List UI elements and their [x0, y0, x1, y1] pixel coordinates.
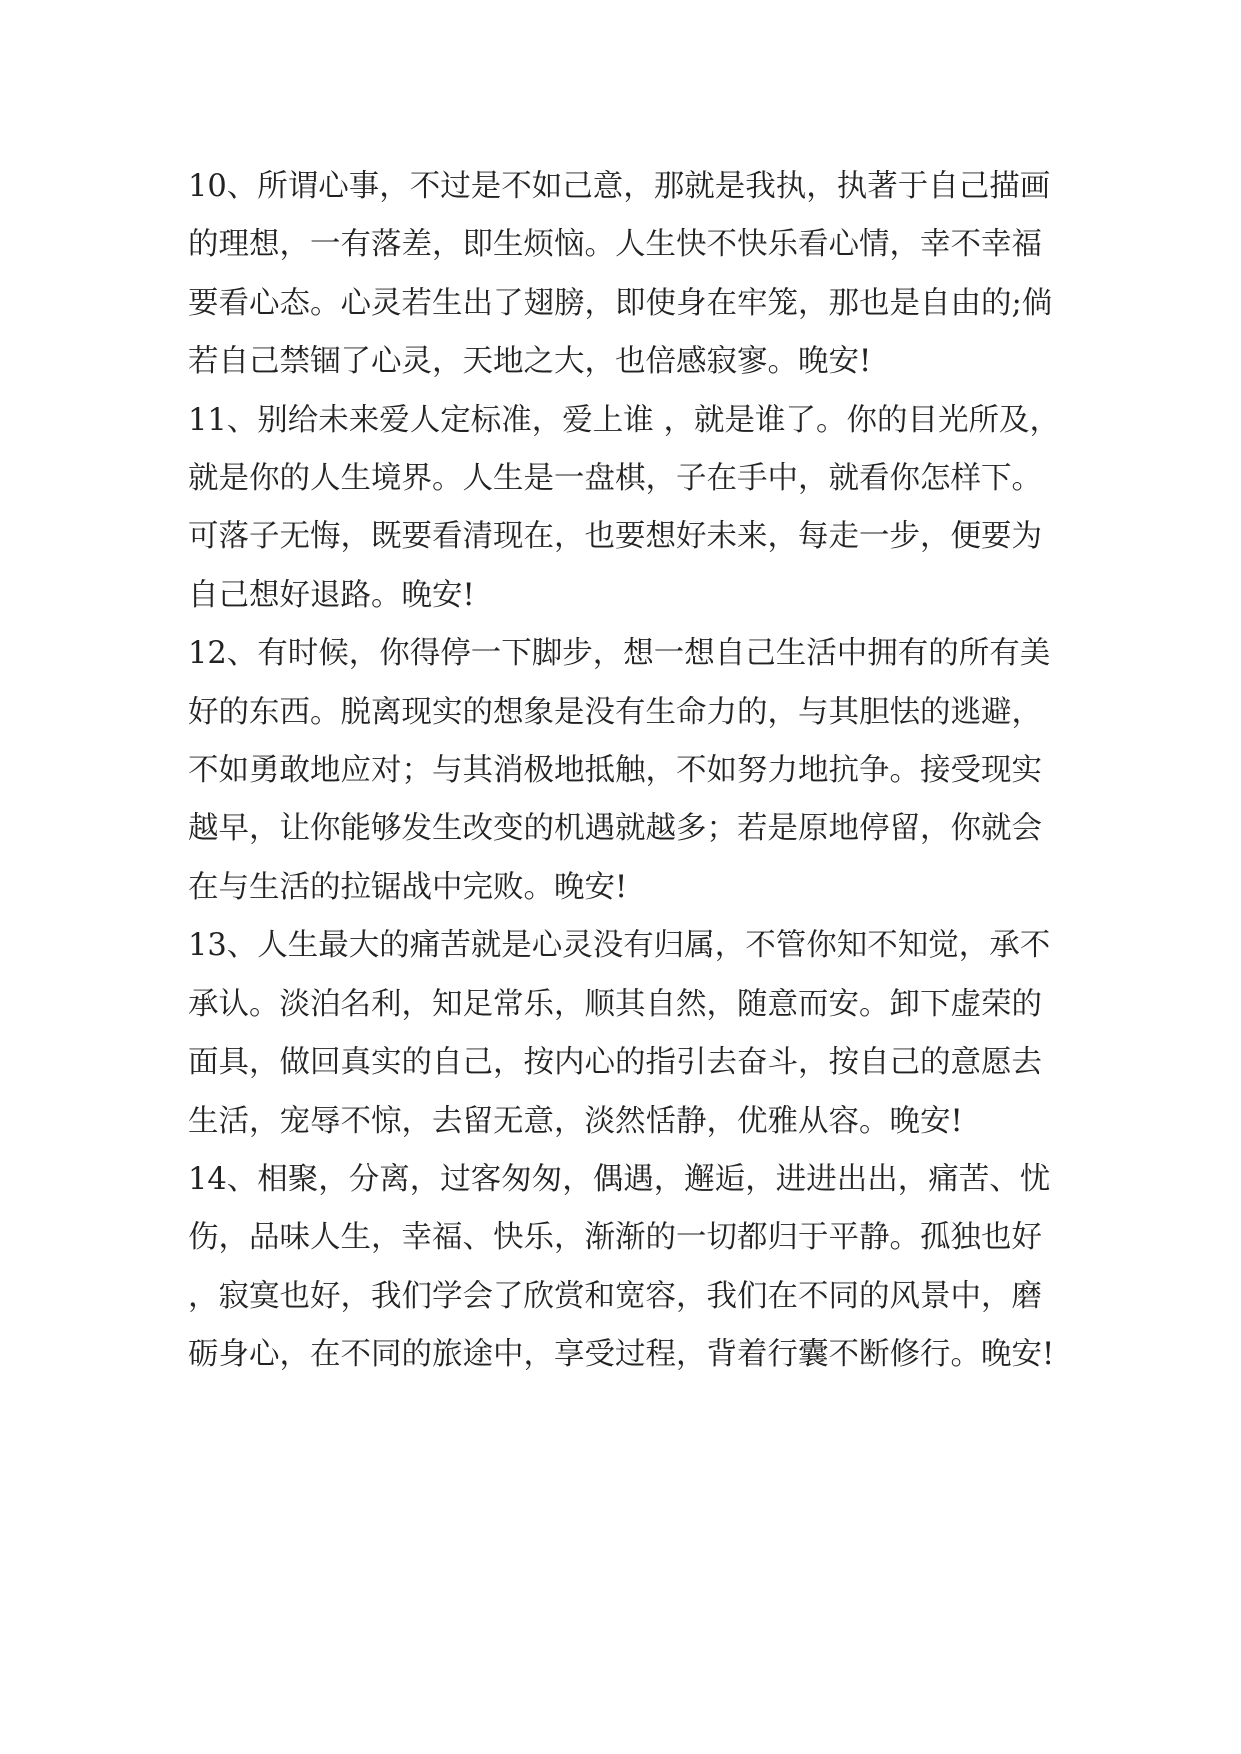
document-body	[188, 158, 1068, 1385]
entry-12: 12、有时候，你得停一下脚步，想一想自己生活中拥有的所有美好的东西。脱离现实的想象是没有生命力的，与其胆怯的逃避，不如勇敢地应对；与其消极地抵触，不如努力地抗争。接受现实越早，让你能够发生改变的机遇就越多；若是原地停留，你就会在与生活的拉锯战中完败。晚安!	[188, 636, 1051, 905]
entry-14: 14、相聚，分离，过客匆匆，偶遇，邂逅，进进出出，痛苦、忧伤，品味人生，幸福、快乐，渐渐的一切都归于平静。孤独也好，寂寞也好，我们学会了欣赏和宽容，我们在不同的风景中，磨砺身心，在不同的旅途中，享受过程，背着行囊不断修行。晚安!	[188, 1161, 1055, 1373]
entry-10: 10、所谓心事，不过是不如己意，那就是我执，执著于自己描画的理想，一有落差，即生烦恼。人生快不快乐看心情，幸不幸福要看心态。心灵若生出了翅膀，即使身在牢笼，那也是自由的;倘若自己禁锢了心灵，天地之大，也倍感寂寥。晚安!	[188, 169, 1053, 380]
entry-13: 13、人生最大的痛苦就是心灵没有归属，不管你知不知觉，承不承认。淡泊名利，知足常乐，顺其自然，随意而安。卸下虚荣的面具，做回真实的自己，按内心的指引去奋斗，按自己的意愿去生活，宠辱不惊，去留无意，淡然恬静，优雅从容。晚安!	[188, 928, 1051, 1139]
entry-11: 11、别给未来爱人定标准，爱上谁 ，就是谁了。你的目光所及，就是你的人生境界。人生是一盘棋，子在手中，就看你怎样下。可落子无悔，既要看清现在，也要想好未来，每走一步，便要为自己想好退路。晚安!	[188, 402, 1061, 613]
